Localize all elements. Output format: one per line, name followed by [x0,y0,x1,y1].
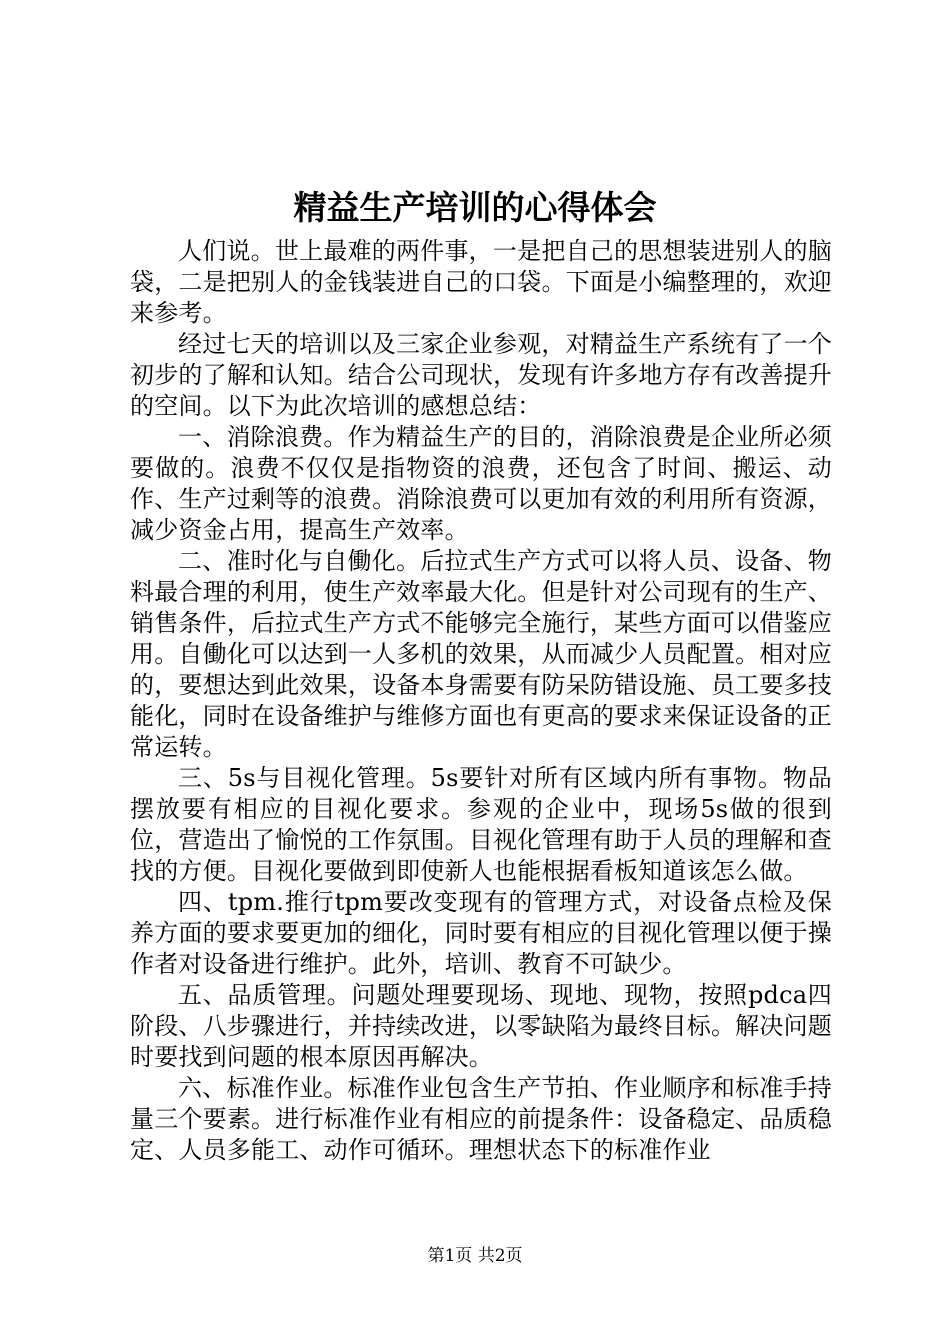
paragraph-quality: 五、品质管理。问题处理要现场、现地、现物，按照pdca四阶段、八步骤进行，并持续改进，以零缺陷为最终目标。解决问题时要找到问题的根本原因再解决。 [130,981,832,1071]
paragraph-standard-work: 六、标准作业。标准作业包含生产节拍、作业顺序和标准手持量三个要素。进行标准作业有相应的前提条件：设备稳定、品质稳定、人员多能工、动作可循环。理想状态下的标准作业 [130,1074,832,1164]
paragraph-tpm: 四、tpm.推行tpm要改变现有的管理方式，对设备点检及保养方面的要求要更加的细化，同时要有相应的目视化管理以便于操作者对设备进行维护。此外，培训、教育不可缺少。 [130,888,832,978]
paragraph-jit-jidoka: 二、准时化与自働化。后拉式生产方式可以将人员、设备、物料最合理的利用，使生产效率最大化。但是针对公司现有的生产、销售条件，后拉式生产方式不能够完全施行，某些方面可以借鉴应用。自働化可以达到一人多机的效果，从而减少人员配置。相对应的，要想达到此效果，设备本身需要有防呆防错设施、员工要多技能化，同时在设备维护与维修方面也有更高的要求来保证设备的正常运转。 [130,547,832,761]
paragraph-overview: 经过七天的培训以及三家企业参观，对精益生产系统有了一个初步的了解和认知。结合公司现状，发现有许多地方存有改善提升的空间。以下为此次培训的感想总结： [130,330,832,420]
paragraph-5s-visual: 三、5s与目视化管理。5s要针对所有区域内所有事物。物品摆放要有相应的目视化要求。参观的企业中，现场5s做的很到位，营造出了愉悦的工作氛围。目视化管理有助于人员的理解和查找的方便。目视化要做到即使新人也能根据看板知道该怎么做。 [130,764,832,885]
page-footer: 第1页 共2页 [427,1246,523,1266]
document-body [130,236,832,1166]
paragraph-waste-elimination: 一、消除浪费。作为精益生产的目的，消除浪费是企业所必须要做的。浪费不仅仅是指物资的浪费，还包含了时间、搬运、动作、生产过剩等的浪费。消除浪费可以更加有效的利用所有资源，减少资金占用，提高生产效率。 [130,423,832,544]
paragraph-intro: 人们说。世上最难的两件事，一是把自己的思想装进别人的脑袋，二是把别人的金钱装进自己的口袋。下面是小编整理的，欢迎来参考。 [130,237,832,327]
document-title: 精益生产培训的心得体会 [293,188,657,227]
